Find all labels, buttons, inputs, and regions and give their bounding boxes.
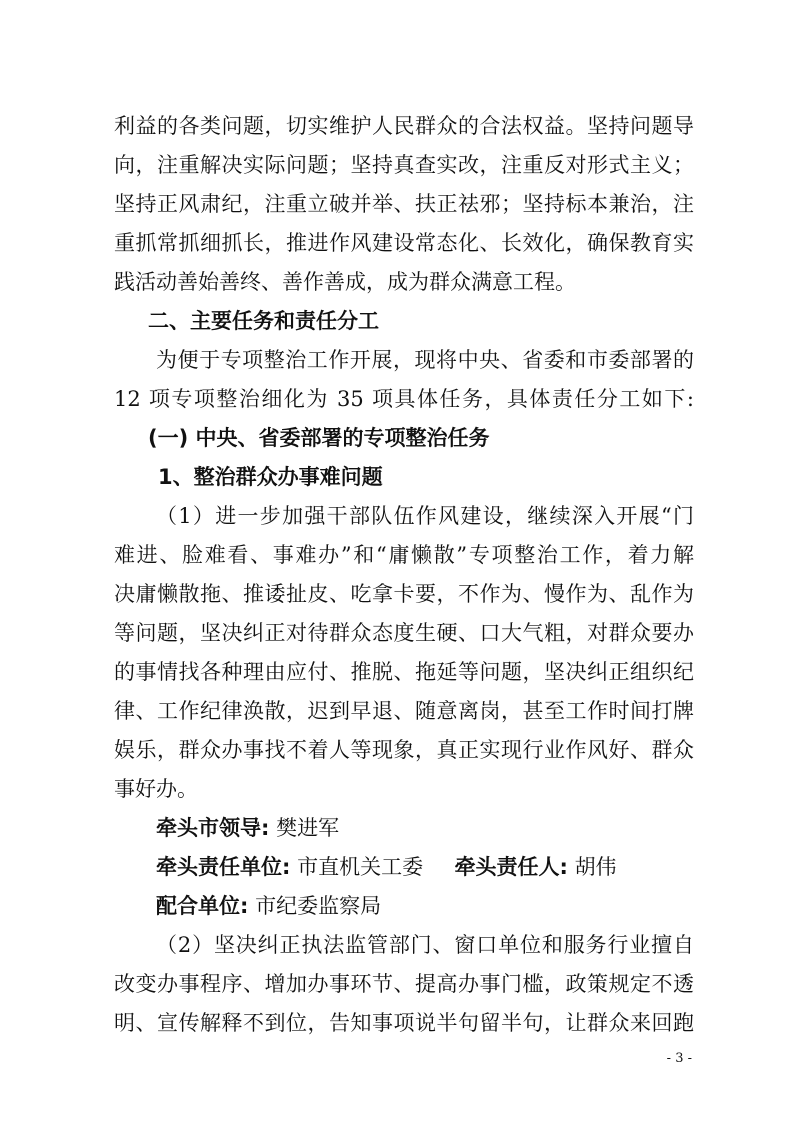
task1-line-5: 的事情找各种理由应付、推脱、拖延等问题，坚决纠正组织纪: [114, 660, 694, 684]
task1-line-7: 娱乐，群众办事找不着人等现象，真正实现行业作风好、群众: [114, 738, 694, 762]
coop-unit-row: [156, 891, 694, 921]
task1-line-4: 等问题，坚决纠正对待群众态度生硬、口大气粗，对群众要办: [114, 621, 694, 645]
task2-line-1: （2）坚决纠正执法监管部门、窗口单位和服务行业擅自: [156, 933, 694, 957]
intro-line-1: 利益的各类问题，切实维护人民群众的合法权益。坚持问题导: [114, 114, 694, 138]
intro-line-5: 践活动善始善终、善作善成，成为群众满意工程。: [114, 270, 576, 294]
coop-unit-label: 配合单位:: [156, 894, 249, 918]
lead-person-label: 牵头责任人:: [454, 855, 568, 879]
page-number: - 3 -: [666, 1051, 692, 1066]
lead-leader-row: [156, 813, 694, 843]
intro-line-2: 向，注重解决实际问题；坚持真查实改，注重反对形式主义；: [114, 153, 694, 177]
task1-line-6: 律、工作纪律涣散，迟到早退、随意离岗，甚至工作时间打牌: [114, 699, 694, 723]
task2-line-2: 改变办事程序、增加办事环节、提高办事门槛，政策规定不透: [114, 972, 694, 996]
task1-line-2: 难进、脸难看、事难办”和“庸懒散”专项整治工作，着力解: [114, 543, 694, 567]
task1-line-1: （1）进一步加强干部队伍作风建设，继续深入开展“门: [156, 504, 694, 528]
task1-line-8: 事好办。: [114, 777, 198, 801]
intro-line-3: 坚持正风肃纪，注重立破并举、扶正祛邪；坚持标本兼治，注: [114, 192, 694, 216]
task1-line-3: 决庸懒散拖、推诿扯皮、吃拿卡要，不作为、慢作为、乱作为: [114, 582, 694, 606]
lead-person-value: 胡伟: [574, 855, 617, 879]
lead-unit-value: 市直机关工委: [297, 855, 424, 879]
lead-leader-label: 牵头市领导:: [156, 816, 270, 840]
coop-unit-value: 市纪委监察局: [255, 894, 382, 918]
lead-unit-label: 牵头责任单位:: [156, 855, 291, 879]
lead-leader-value: 樊进军: [276, 816, 340, 840]
tasks-line-1: 为便于专项整治工作开展，现将中央、省委和市委部署的: [156, 348, 694, 372]
section-heading: 二、主要任务和责任分工: [148, 309, 379, 333]
item-heading: 1、整治群众办事难问题: [158, 465, 383, 489]
intro-line-4: 重抓常抓细抓长，推进作风建设常态化、长效化，确保教育实: [114, 231, 694, 255]
tasks-line-2: 12 项专项整治细化为 35 项具体任务，具体责任分工如下:: [114, 387, 694, 411]
lead-unit-row: [156, 852, 694, 882]
task2-line-3: 明、宣传解释不到位，告知事项说半句留半句，让群众来回跑: [114, 1011, 694, 1035]
subsection-heading: (一) 中央、省委部署的专项整治任务: [148, 426, 490, 450]
